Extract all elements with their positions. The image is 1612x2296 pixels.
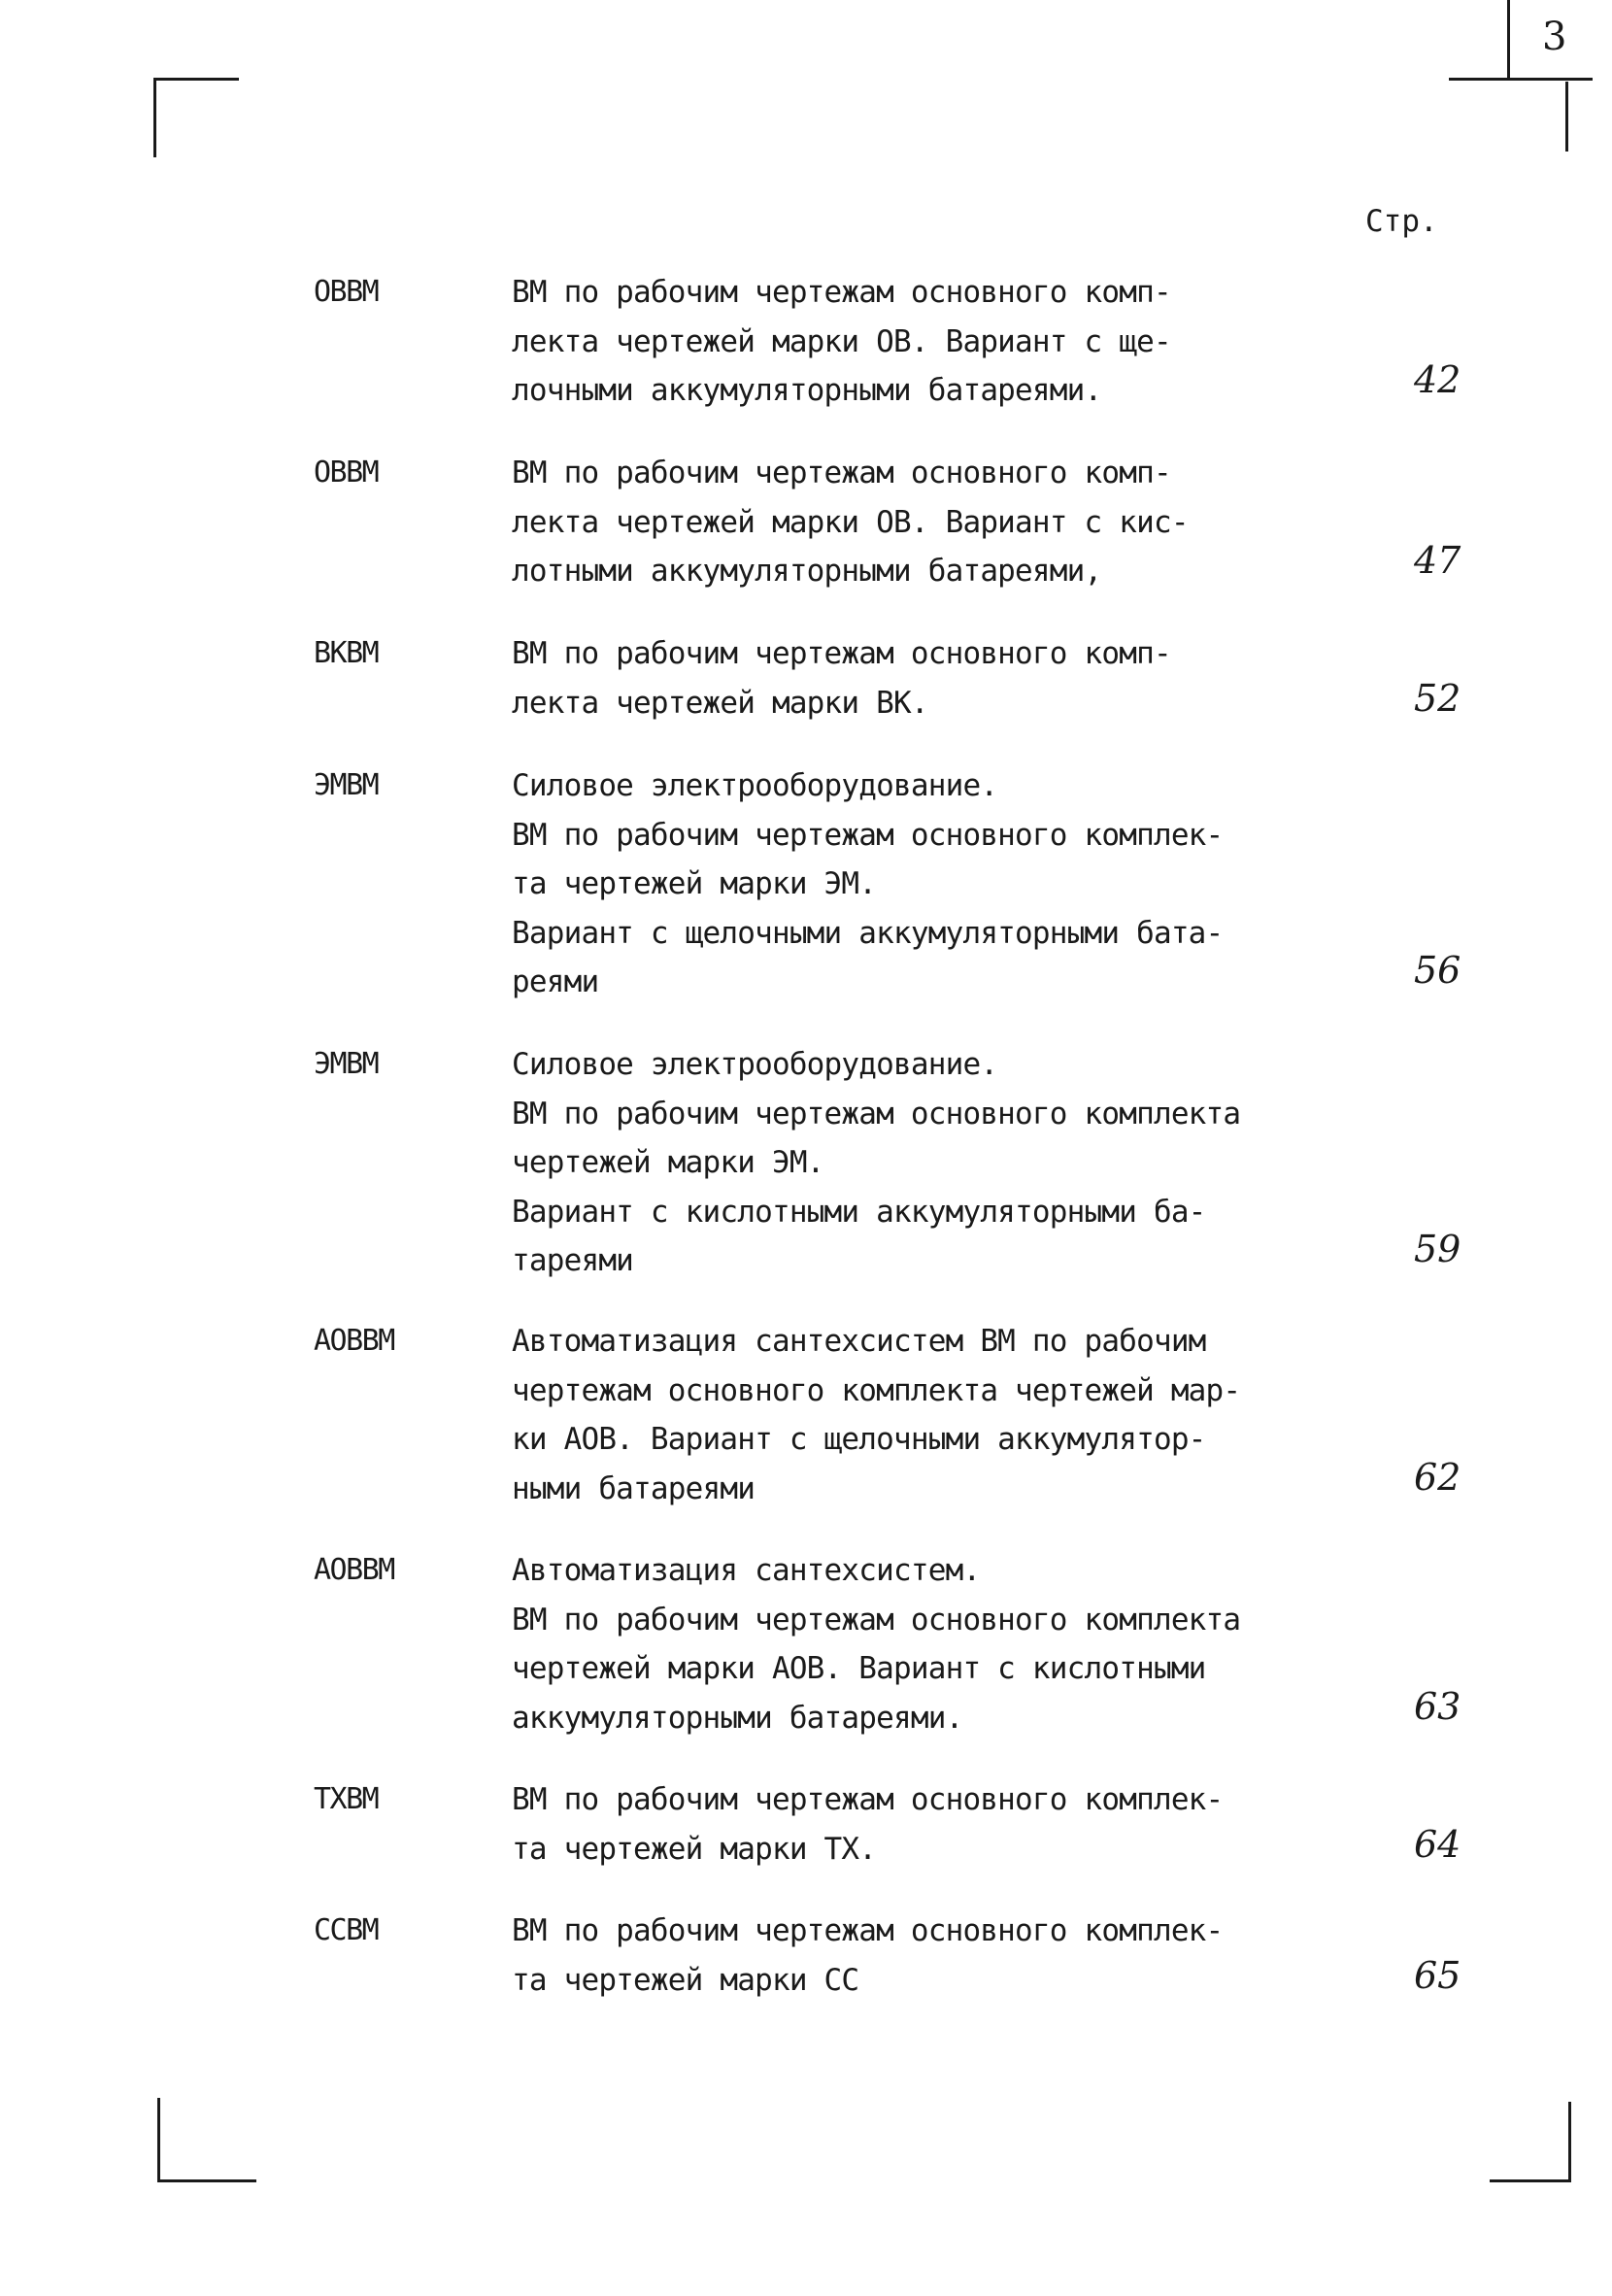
entry-code: ТХВМ: [314, 1782, 379, 1816]
entry-description: [512, 1040, 1240, 1286]
corner-mark-bottom-right-vertical: [1568, 2102, 1571, 2179]
entry-page-number: 62: [1414, 1456, 1461, 1499]
entry-page-number: 63: [1414, 1685, 1461, 1728]
entry-line: лекта чертежей марки ОВ. Вариант с кис-: [512, 504, 1189, 540]
entry-line: ВМ по рабочим чертежам основного комп-: [512, 636, 1171, 671]
page-number: 3: [1542, 15, 1567, 59]
entry-description: [512, 1775, 1223, 1874]
entry-description: [512, 268, 1171, 416]
entry-line: Силовое электрооборудование.: [512, 768, 998, 803]
entry-page-number: 42: [1414, 358, 1461, 401]
entry-line: ВМ по рабочим чертежам основного комплекта: [512, 1096, 1241, 1131]
entry-line: Вариант с кислотными аккумуляторными ба-: [512, 1194, 1206, 1230]
entry-line: ВМ по рабочим чертежам основного комп-: [512, 275, 1171, 310]
entry-description: [512, 1317, 1240, 1513]
entry-page-number: 56: [1414, 949, 1461, 992]
entry-line: та чертежей марки СС: [512, 1962, 859, 1998]
entry-description: [512, 1907, 1223, 2005]
entry-line: лочными аккумуляторными батареями.: [512, 373, 1102, 408]
entry-line: ными батареями: [512, 1470, 756, 1506]
entry-line: Автоматизация сантехсистем.: [512, 1553, 981, 1588]
page-number-box-left-border: [1507, 0, 1510, 78]
entry-line: Вариант с щелочными аккумуляторными бата-: [512, 915, 1224, 951]
entry-line: ВМ по рабочим чертежам основного комплек-: [512, 1913, 1224, 1948]
corner-mark-top-right-vertical: [1565, 82, 1568, 152]
entry-code: ОВВМ: [314, 456, 379, 490]
entry-code: АОВВМ: [314, 1553, 394, 1587]
entry-description: [512, 761, 1223, 1007]
entry-line: лотными аккумуляторными батареями,: [512, 554, 1102, 589]
corner-mark-top-left-vertical: [153, 78, 156, 157]
entry-line: Силовое электрооборудование.: [512, 1047, 998, 1082]
corner-mark-bottom-left-horizontal: [157, 2179, 256, 2182]
entry-line: ВМ по рабочим чертежам основного комплек-: [512, 817, 1224, 853]
corner-mark-top-left-horizontal: [153, 78, 239, 81]
entry-line: чертежей марки ЭМ.: [512, 1145, 824, 1180]
entry-line: лекта чертежей марки ВК.: [512, 685, 928, 721]
entry-line: тареями: [512, 1243, 634, 1278]
corner-mark-top-right-horizontal: [1449, 78, 1593, 81]
entry-code: АОВВМ: [314, 1324, 394, 1358]
entry-line: ВМ по рабочим чертежам основного комплек-: [512, 1782, 1224, 1817]
entry-code: ССВМ: [314, 1913, 379, 1947]
entry-line: реями: [512, 964, 599, 999]
entry-line: чертежей марки АОВ. Вариант с кислотными: [512, 1651, 1206, 1686]
entry-description: [512, 629, 1171, 727]
entry-description: [512, 1546, 1240, 1742]
entry-line: Автоматизация сантехсистем ВМ по рабочим: [512, 1324, 1206, 1359]
entry-page-number: 52: [1414, 677, 1461, 720]
entry-code: ВКВМ: [314, 636, 379, 670]
entry-line: ки АОВ. Вариант с щелочными аккумулятор-: [512, 1422, 1206, 1457]
entry-code: ОВВМ: [314, 275, 379, 309]
entry-page-number: 64: [1414, 1823, 1461, 1866]
page-column-header: Стр.: [1365, 204, 1438, 239]
entry-line: та чертежей марки ЭМ.: [512, 866, 877, 901]
entry-line: ВМ по рабочим чертежам основного комплекта: [512, 1602, 1241, 1638]
entry-description: [512, 449, 1189, 596]
entry-line: ВМ по рабочим чертежам основного комп-: [512, 456, 1171, 490]
entry-line: та чертежей марки ТХ.: [512, 1831, 877, 1867]
entry-line: аккумуляторными батареями.: [512, 1700, 963, 1736]
entry-line: чертежам основного комплекта чертежей мар-: [512, 1372, 1241, 1408]
entry-code: ЭМВМ: [314, 768, 379, 802]
entry-page-number: 59: [1414, 1228, 1461, 1270]
entry-page-number: 65: [1414, 1954, 1461, 1997]
corner-mark-bottom-right-horizontal: [1490, 2179, 1571, 2182]
entry-page-number: 47: [1414, 539, 1461, 582]
entry-line: лекта чертежей марки ОВ. Вариант с ще-: [512, 323, 1171, 359]
entry-code: ЭМВМ: [314, 1047, 379, 1081]
corner-mark-bottom-left-vertical: [157, 2098, 160, 2180]
